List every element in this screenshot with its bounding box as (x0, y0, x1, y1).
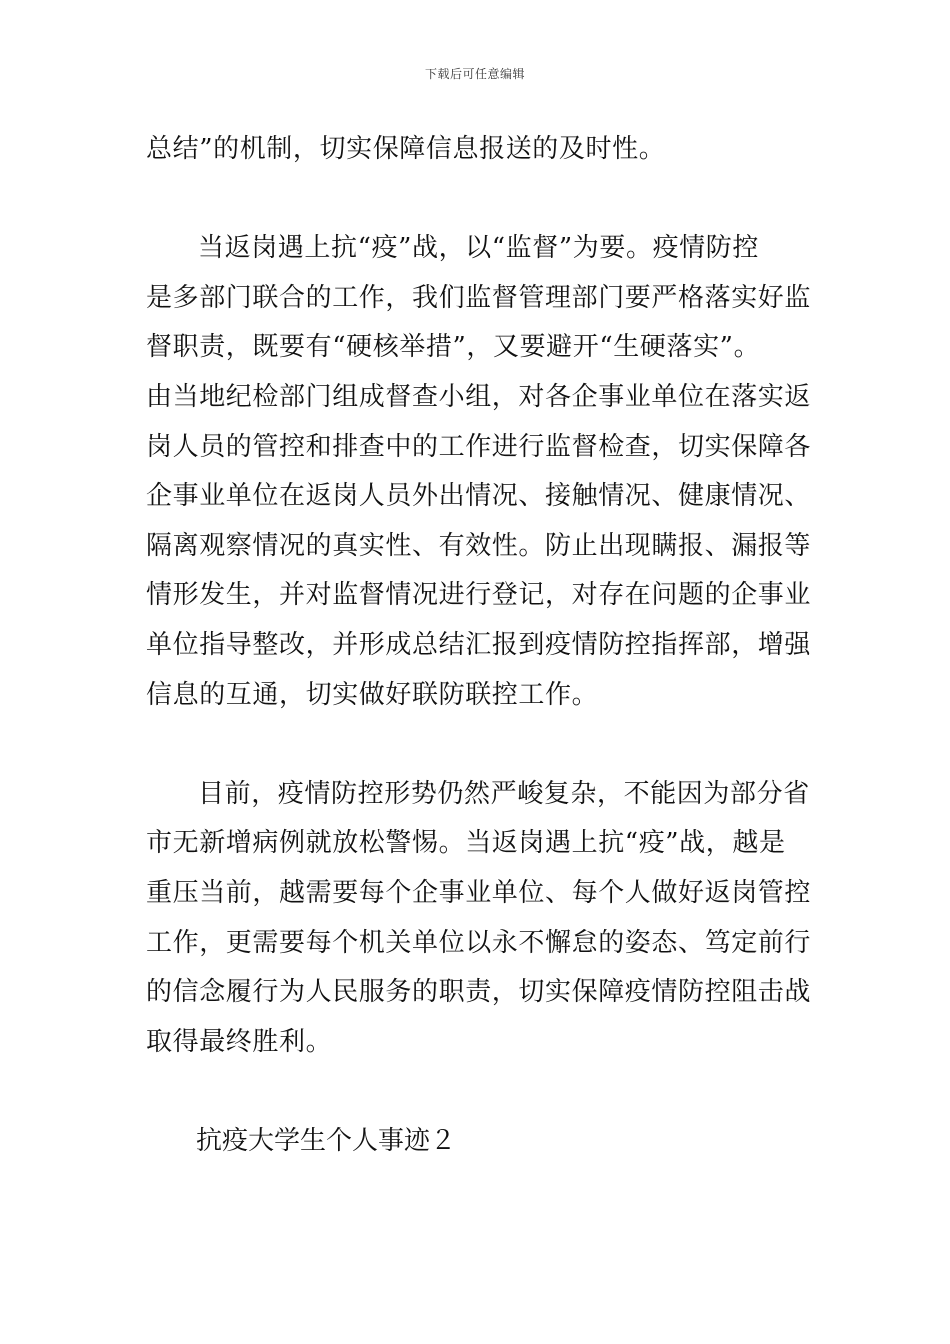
paragraph-line: 市无新增病例就放松警惕。当返岗遇上抗“疫”战，越是 (146, 828, 786, 859)
paragraph-line: 目前，疫情防控形势仍然严峻复杂，不能因为部分省 (198, 778, 810, 809)
paragraph-line: 当返岗遇上抗“疫”战，以“监督”为要。疫情防控 (198, 233, 759, 264)
paragraph-line: 情形发生，并对监督情况进行登记，对存在问题的企事业 (146, 580, 812, 611)
paragraph-conclusion (146, 770, 812, 1068)
paragraph-line: 的信念履行为人民服务的职责，切实保障疫情防控阻击战 (146, 977, 812, 1008)
paragraph-gap (146, 1067, 808, 1117)
paragraph-line: 重压当前，越需要每个企事业单位、每个人做好返岗管控 (146, 877, 812, 908)
document-body (146, 125, 812, 1166)
paragraph-gap (146, 175, 808, 225)
paragraph-line: 督职责，既要有“硬核举措”，又要避开“生硬落实”。 (146, 332, 761, 363)
paragraph-line: 总结”的机制，切实保障信息报送的及时性。 (146, 134, 666, 164)
paragraph-gap (146, 720, 808, 770)
paragraph-line: 取得最终胜利。 (146, 1026, 333, 1057)
section-heading: 抗疫大学生个人事迹２ (196, 1125, 457, 1156)
paragraph-line: 企事业单位在返岗人员外出情况、接触情况、健康情况、 (146, 481, 812, 512)
paragraph-supervision (146, 224, 812, 720)
paragraph-line: 由当地纪检部门组成督查小组，对各企事业单位在落实返 (146, 381, 812, 412)
paragraph-line: 工作，更需要每个机关单位以永不懈怠的姿态、笃定前行 (146, 927, 812, 958)
paragraph-line: 岗人员的管控和排查中的工作进行监督检查，切实保障各 (146, 431, 812, 462)
paragraph-line: 信息的互通，切实做好联防联控工作。 (146, 679, 599, 710)
paragraph-line: 单位指导整改，并形成总结汇报到疫情防控指挥部，增强 (146, 629, 812, 660)
page-header-note: 下载后可任意编辑 (424, 67, 525, 81)
paragraph-line: 是多部门联合的工作，我们监督管理部门要严格落实好监 (146, 282, 812, 313)
paragraph-line: 隔离观察情况的真实性、有效性。防止出现瞒报、漏报等 (146, 530, 812, 561)
paragraph-continuation (146, 125, 808, 175)
